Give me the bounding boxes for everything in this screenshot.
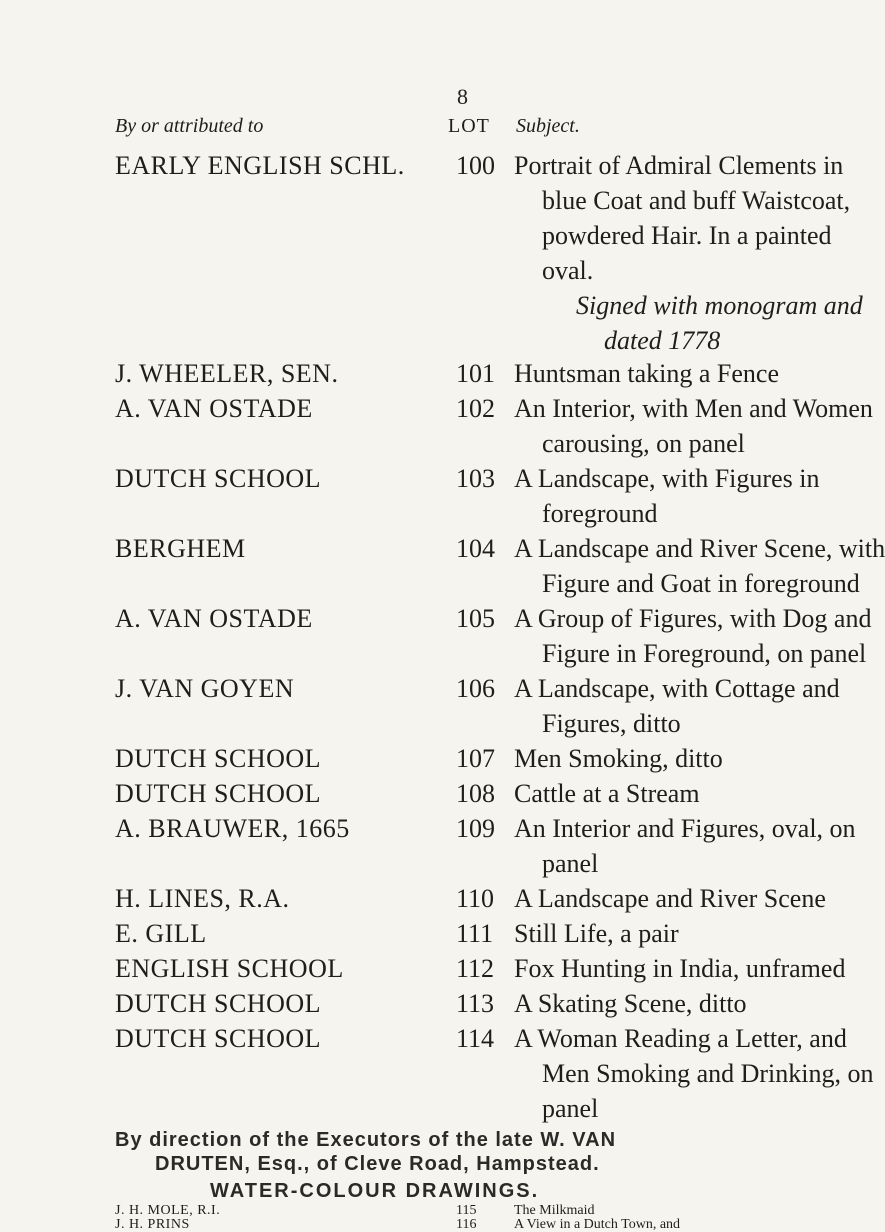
lot-subject: An Interior and Figures, oval, on panel <box>514 814 856 878</box>
lot-subject: A Landscape and River Scene <box>514 884 826 913</box>
artist-name: ENGLISH SCHOOL <box>115 954 344 983</box>
executors-direction: By direction of the Executors of the late W. VAN DRUTEN, Esq., of Cleve Road, Hampstead. <box>115 1129 617 1175</box>
artist-name: J. H. MOLE, R.I. <box>115 1203 221 1218</box>
artist-name: J. H. PRINS <box>115 1217 190 1232</box>
lot-subject: A Landscape, with Cottage and Figures, ditto <box>514 674 840 738</box>
artist-name: A. VAN OSTADE <box>115 394 313 423</box>
lot-number: 111 <box>456 919 494 948</box>
artist-name: BERGHEM <box>115 534 246 563</box>
section-title: WATER-COLOUR DRAWINGS. <box>210 1180 540 1202</box>
artist-name: H. LINES, R.A. <box>115 884 290 913</box>
lot-number: 110 <box>456 884 495 913</box>
lot-subject: A Landscape and River Scene, with Figure and Goat in foreground <box>514 534 885 598</box>
lot-number: 102 <box>456 394 495 423</box>
lot-number: 114 <box>456 1024 495 1053</box>
artist-name: DUTCH SCHOOL <box>115 1024 322 1053</box>
lot-subject: Men Smoking, ditto <box>514 744 723 773</box>
lot-subject: A View in a Dutch Town, and <box>514 1217 681 1232</box>
lot-subject: Fox Hunting in India, unframed <box>514 954 846 983</box>
artist-name: DUTCH SCHOOL <box>115 989 322 1018</box>
lot-number: 116 <box>456 1217 477 1232</box>
artist-name: A. VAN OSTADE <box>115 604 313 633</box>
artist-name: DUTCH SCHOOL <box>115 779 322 808</box>
lot-subject: The Milkmaid <box>514 1203 595 1218</box>
lot-subject: Still Life, a pair <box>514 919 679 948</box>
lot-subject: Portrait of Admiral Clements in blue Coat and buff Waistcoat, powdered Hair. In a painted oval. Signed with monogram and dated 1778 <box>514 151 863 355</box>
subject-header: Subject. <box>516 115 580 137</box>
lot-subject: A Skating Scene, ditto <box>514 989 747 1018</box>
lot-number: 115 <box>456 1203 477 1218</box>
lot-number: 112 <box>456 954 495 983</box>
lot-number: 100 <box>456 151 495 180</box>
lot-header: LOT <box>448 115 490 137</box>
lot-number: 113 <box>456 989 495 1018</box>
attributed-header: By or attributed to <box>115 115 264 137</box>
lot-number: 108 <box>456 779 495 808</box>
artist-name: A. BRAUWER, 1665 <box>115 814 350 843</box>
lot-number: 106 <box>456 674 495 703</box>
lot-number: 109 <box>456 814 495 843</box>
artist-name: J. WHEELER, SEN. <box>115 359 339 388</box>
lot-subject: Cattle at a Stream <box>514 779 700 808</box>
lot-subject: Huntsman taking a Fence <box>514 359 779 388</box>
artist-name: DUTCH SCHOOL <box>115 464 322 493</box>
lot-subject: A Landscape, with Figures in foreground <box>514 464 820 528</box>
lot-number: 101 <box>456 359 495 388</box>
artist-name: E. GILL <box>115 919 207 948</box>
lot-subject: A Woman Reading a Letter, and Men Smoking and Drinking, on panel <box>514 1024 874 1123</box>
artist-name: DUTCH SCHOOL <box>115 744 322 773</box>
artist-name: EARLY ENGLISH SCHL. <box>115 151 405 180</box>
lot-number: 103 <box>456 464 495 493</box>
lot-number: 104 <box>456 534 495 563</box>
lot-subject: A Group of Figures, with Dog and Figure in Foreground, on panel <box>514 604 872 668</box>
artist-name: J. VAN GOYEN <box>115 674 295 703</box>
lot-number: 105 <box>456 604 495 633</box>
page-number: 8 <box>457 84 468 109</box>
lot-number: 107 <box>456 744 495 773</box>
lot-subject: An Interior, with Men and Women carousing, on panel <box>514 394 873 458</box>
